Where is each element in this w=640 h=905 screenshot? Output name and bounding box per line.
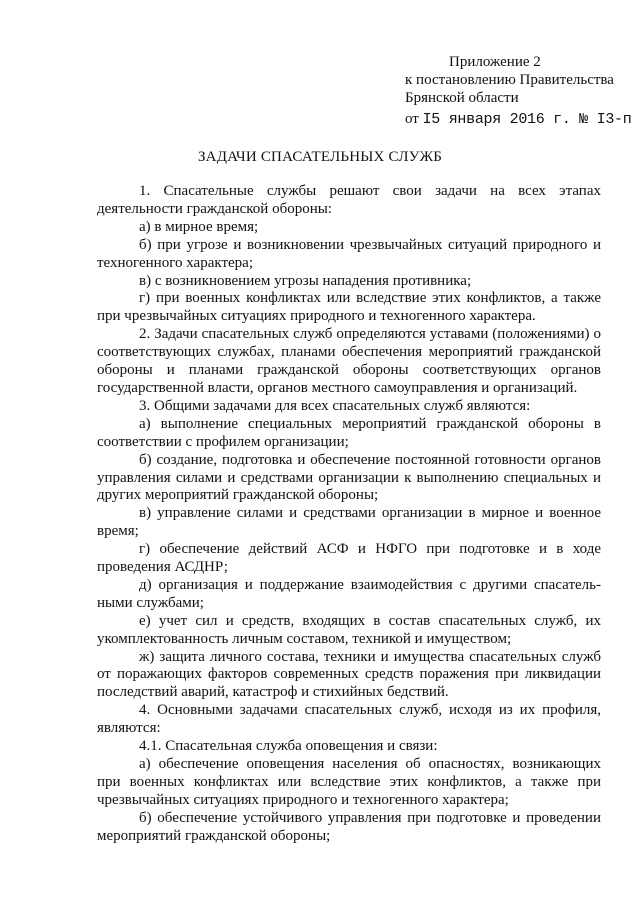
paragraph: 4. Основными задачами спасательных служб, исходя из их профиля, являются: — [97, 702, 601, 737]
paragraph: 4.1. Спасательная служба оповещения и связи: — [139, 738, 438, 755]
paragraph: д) организация и поддержание взаимодействия с другими спасательными службами; — [97, 576, 601, 611]
document-body — [97, 183, 601, 846]
paragraph: е) учет сил и средств, входящих в состав спасательных служб, их укомплектованность личным составом, техникой и имуществом; — [97, 612, 601, 647]
paragraph: б) создание, подготовка и обеспечение постоянной готовности органов управления силами и средствами организации к выполнению специальных и других мероприятий гражданской обороны; — [97, 451, 601, 504]
paragraph: в) управление силами и средствами организации в мирное и военное время; — [97, 505, 601, 540]
paragraph: г) обеспечение действий АСФ и НФГО при подготовке и в ходе проведения АСДНР; — [97, 541, 601, 576]
paragraph: а) обеспечение оповещения населения об опасностях, возникающих при военных конфликтах или вследствие этих конфликтов, а также при чрезвычайных ситуациях природного и техногенного характера; — [97, 756, 601, 808]
paragraph: 1. Спасательные службы решают свои задачи на всех этапах деятельности гражданской обороны: — [97, 183, 601, 217]
annex-region: Брянской области — [405, 90, 519, 106]
document-title: ЗАДАЧИ СПАСАТЕЛЬНЫХ СЛУЖБ — [197, 149, 443, 165]
annex-date-number: I5 января 2016 г. № I3-п — [422, 111, 632, 128]
paragraph: б) обеспечение устойчивого управления при подготовке и проведении мероприятий гражданской обороны; — [97, 809, 601, 844]
paragraph: г) при военных конфликтах или вследствие этих конфликтов, а также при чрезвычайных ситуациях природного и техногенного характера. — [97, 290, 601, 325]
annex-date-prefix: от — [405, 111, 419, 127]
paragraph: в) с возникновением угрозы нападения противника; — [139, 272, 472, 289]
paragraph: а) выполнение специальных мероприятий гражданской обороны в соответствии с профилем организации; — [97, 415, 601, 450]
paragraph: ж) защита личного состава, техники и имущества спасательных служб от поражающих факторов современных средств поражения при ликвидации последствий аварий, катастроф и стихийных бедствий. — [97, 648, 601, 701]
paragraph: а) в мирное время; — [139, 218, 259, 235]
annex-block — [405, 53, 635, 129]
paragraph: б) при угрозе и возникновении чрезвычайных ситуаций природного и техногенного характера; — [97, 236, 601, 271]
annex-date-line — [405, 110, 635, 129]
annex-resolution-ref: к постановлению Правительства — [405, 72, 614, 88]
annex-number: Приложение 2 — [449, 54, 541, 70]
paragraph: 2. Задачи спасательных служб определяются уставами (положениями) о соответствующих службах, планами обеспечения мероприятий гражданской обороны и планами гражданской обороны соответствующих органов государственной власти, органов местного самоуправления и организаций. — [97, 326, 601, 396]
paragraph: 3. Общими задачами для всех спасательных служб являются: — [139, 397, 531, 414]
